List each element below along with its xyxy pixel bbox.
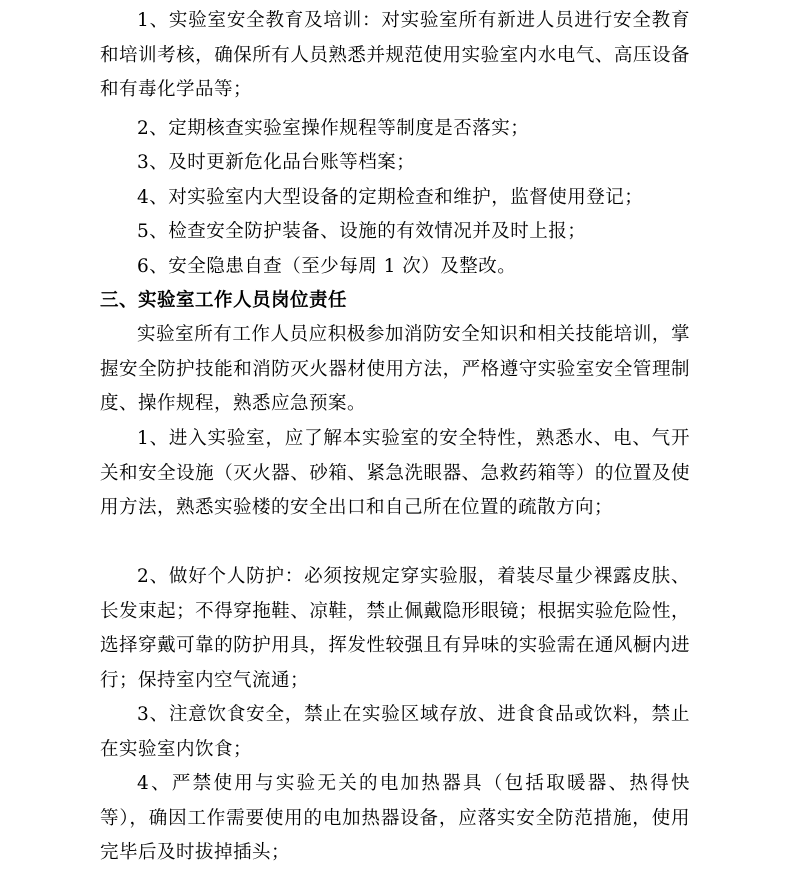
paragraph-update-records: 3、及时更新危化品台账等档案； [137,152,416,173]
paragraph-hazard-selfcheck: 6、安全隐患自查（至少每周 1 次）及整改。 [137,256,517,277]
paragraph-enter-lab: 1、进入实验室，应了解本实验室的安全特性，熟悉水、电、气开关和安全设施（灭火器、砂箱、紧急洗眼器、急救药箱等）的位置及使用方法，熟悉实验楼的安全出口和自己所在位置的疏散方向； [100,428,690,518]
paragraph-food-safety: 3、注意饮食安全，禁止在实验区域存放、进食食品或饮料，禁止在实验室内饮食； [100,704,690,760]
section-heading: 三、实验室工作人员岗位责任 [100,290,348,311]
paragraph-personal-protection: 2、做好个人防护：必须按规定穿实验服，着装尽量少裸露皮肤、长发束起；不得穿拖鞋、凉鞋，禁止佩戴隐形眼镜；根据实验危险性，选择穿戴可靠的防护用具，挥发性较强且有异味的实验需在通风橱内进行；保持室内空气流通； [100,566,690,691]
paragraph-equipment-maintenance: 4、对实验室内大型设备的定期检查和维护，监督使用登记； [137,187,644,208]
paragraph-safety-training: 1、实验室安全教育及培训：对实验室所有新进人员进行安全教育和培训考核，确保所有人员熟悉并规范使用实验室内水电气、高压设备和有毒化学品等； [100,10,690,100]
paragraph-check-protection: 5、检查安全防护装备、设施的有效情况并及时上报； [137,221,587,242]
paragraph-electric-heaters: 4、严禁使用与实验无关的电加热器具（包括取暖器、热得快等），确因工作需要使用的电加热器设备，应落实安全防范措施，使用完毕后及时拔掉插头； [100,773,690,863]
paragraph-staff-intro: 实验室所有工作人员应积极参加消防安全知识和相关技能培训，掌握安全防护技能和消防灭火器材使用方法，严格遵守实验室安全管理制度、操作规程，熟悉应急预案。 [100,324,690,414]
paragraph-check-procedures: 2、定期核查实验室操作规程等制度是否落实； [137,118,530,139]
